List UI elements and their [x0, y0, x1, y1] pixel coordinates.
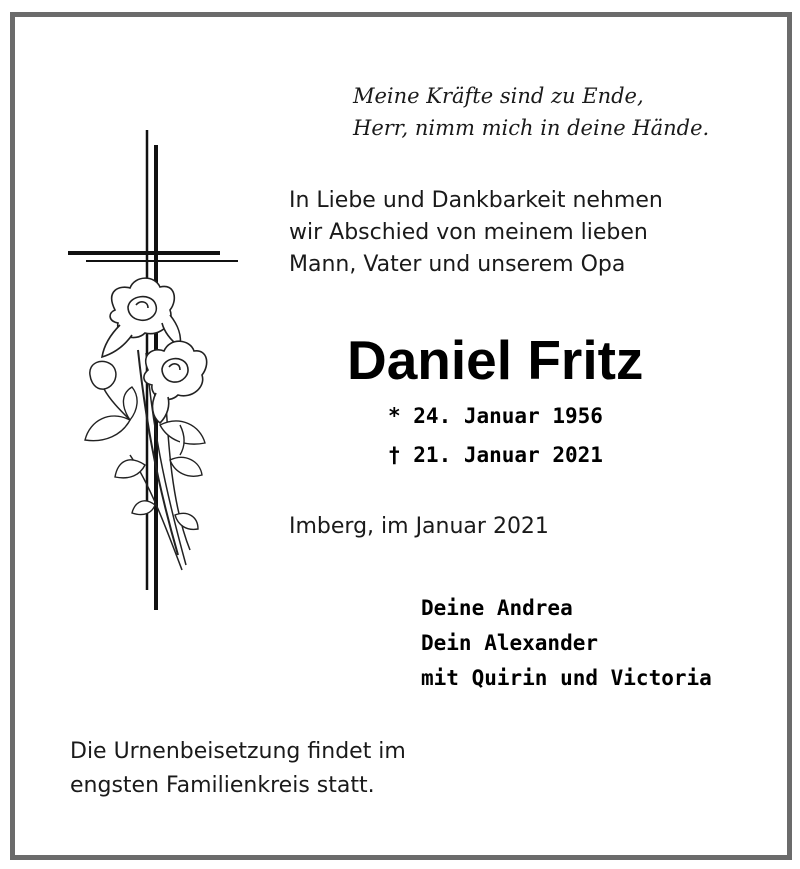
verse-line-2: Herr, nimm mich in deine Hände.	[353, 116, 710, 140]
life-dates	[388, 397, 603, 475]
intro-text	[289, 185, 663, 281]
cross-with-roses-icon	[60, 125, 245, 615]
place-date: Imberg, im Januar 2021	[289, 514, 549, 539]
death-date: † 21. Januar 2021	[388, 443, 603, 467]
notice-line-1: Die Urnenbeisetzung findet im	[70, 739, 406, 764]
verse-line-1: Meine Kräfte sind zu Ende,	[353, 84, 644, 108]
mourners	[421, 591, 712, 696]
intro-line-1: In Liebe und Dankbarkeit nehmen	[289, 188, 663, 213]
birth-date: * 24. Januar 1956	[388, 404, 603, 428]
mourner-line-3: mit Quirin und Victoria	[421, 666, 712, 690]
mourner-line-1: Deine Andrea	[421, 596, 573, 620]
mourner-line-2: Dein Alexander	[421, 631, 599, 655]
deceased-name: Daniel Fritz	[347, 329, 644, 391]
verse	[353, 80, 709, 144]
intro-line-3: Mann, Vater und unserem Opa	[289, 252, 626, 277]
burial-notice	[70, 735, 406, 803]
intro-line-2: wir Abschied von meinem lieben	[289, 220, 648, 245]
notice-line-2: engsten Familienkreis statt.	[70, 773, 375, 798]
